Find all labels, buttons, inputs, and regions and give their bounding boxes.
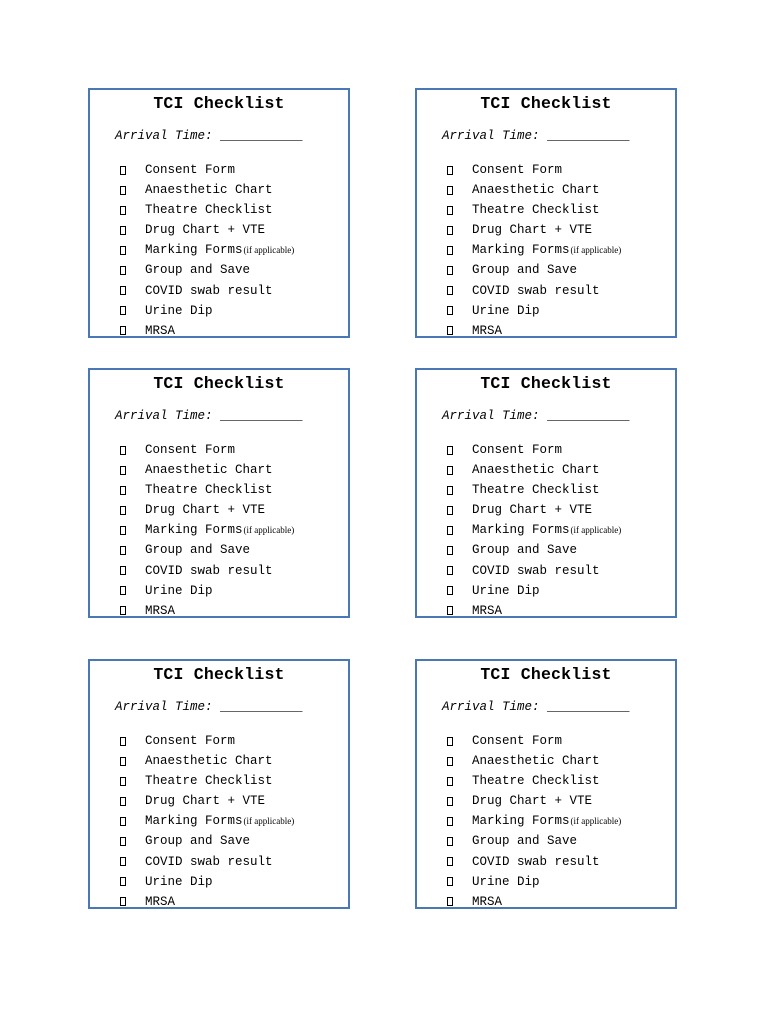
- checklist-item-label: COVID swab result: [145, 283, 273, 298]
- empty-checkbox-icon: [447, 877, 453, 886]
- checklist-item-label: MRSA: [145, 323, 176, 338]
- empty-checkbox-icon: [120, 797, 126, 806]
- checklist-item-note: (if applicable): [570, 816, 622, 827]
- empty-checkbox-icon: [120, 506, 126, 515]
- checklist-item: [447, 751, 621, 771]
- checklist-item: [120, 791, 294, 811]
- checklist-item: [447, 200, 621, 220]
- checklist-item-label: Anaesthetic Chart: [472, 754, 600, 769]
- tci-checklist-card: [415, 368, 677, 618]
- checklist-item-label: MRSA: [145, 894, 176, 909]
- empty-checkbox-icon: [447, 777, 453, 786]
- checklist-item: [120, 440, 294, 460]
- arrival-time-blank: ___________: [547, 129, 630, 143]
- checklist-item-label: Theatre Checklist: [472, 203, 600, 218]
- checklist-item: [120, 281, 294, 301]
- checklist-items: [447, 160, 621, 341]
- checklist-item: [120, 500, 294, 520]
- checklist-item: [447, 301, 621, 321]
- checklist-item-label: Theatre Checklist: [472, 483, 600, 498]
- checklist-item: [447, 220, 621, 240]
- checklist-item-label: Marking Forms: [145, 814, 243, 829]
- empty-checkbox-icon: [447, 266, 453, 275]
- checklist-item: [120, 581, 294, 601]
- empty-checkbox-icon: [120, 266, 126, 275]
- checklist-item: [120, 301, 294, 321]
- empty-checkbox-icon: [120, 226, 126, 235]
- empty-checkbox-icon: [447, 326, 453, 335]
- checklist-item: [447, 791, 621, 811]
- checklist-item-label: Consent Form: [472, 443, 563, 457]
- checklist-title: TCI Checklist: [480, 94, 612, 113]
- checklist-item: [447, 180, 621, 200]
- checklist-item-label: Anaesthetic Chart: [145, 754, 273, 769]
- checklist-item: [120, 480, 294, 500]
- checklist-item: [447, 321, 621, 341]
- checklist-item-note: (if applicable): [243, 816, 295, 827]
- checklist-item-label: Consent Form: [472, 163, 563, 177]
- checklist-item: [447, 480, 621, 500]
- checklist-item-label: Marking Forms: [472, 523, 570, 538]
- checklist-item: [447, 500, 621, 520]
- checklist-item-label: Drug Chart + VTE: [472, 503, 593, 518]
- checklist-item-label: COVID swab result: [145, 563, 273, 578]
- empty-checkbox-icon: [447, 837, 453, 846]
- checklist-items: [120, 440, 294, 621]
- checklist-item-label: Urine Dip: [145, 874, 213, 889]
- checklist-item-label: Anaesthetic Chart: [472, 183, 600, 198]
- arrival-time-blank: ___________: [547, 409, 630, 423]
- checklist-item-label: Consent Form: [145, 734, 236, 748]
- checklist-item-label: Group and Save: [472, 834, 578, 849]
- arrival-time-label: Arrival Time:: [442, 129, 540, 143]
- empty-checkbox-icon: [447, 486, 453, 495]
- checklist-items: [447, 731, 621, 912]
- checklist-item-label: Group and Save: [145, 543, 251, 558]
- empty-checkbox-icon: [120, 326, 126, 335]
- arrival-time-label: Arrival Time:: [442, 409, 540, 423]
- checklist-item-label: MRSA: [472, 894, 503, 909]
- checklist-item-label: Marking Forms: [145, 243, 243, 258]
- checklist-item-label: Group and Save: [145, 834, 251, 849]
- empty-checkbox-icon: [447, 526, 453, 535]
- empty-checkbox-icon: [120, 206, 126, 215]
- empty-checkbox-icon: [447, 466, 453, 475]
- checklist-item-label: Drug Chart + VTE: [472, 794, 593, 809]
- empty-checkbox-icon: [447, 166, 453, 175]
- checklist-item: [447, 811, 621, 831]
- tci-checklist-card: [88, 368, 350, 618]
- empty-checkbox-icon: [447, 897, 453, 906]
- arrival-time-field: [115, 700, 303, 714]
- checklist-item: [120, 852, 294, 872]
- checklist-item: [447, 281, 621, 301]
- checklist-item: [447, 440, 621, 460]
- arrival-time-field: [442, 409, 630, 423]
- checklist-item-label: Consent Form: [472, 734, 563, 748]
- arrival-time-field: [442, 700, 630, 714]
- checklist-item: [447, 581, 621, 601]
- empty-checkbox-icon: [447, 817, 453, 826]
- checklist-title: TCI Checklist: [480, 665, 612, 684]
- arrival-time-blank: ___________: [220, 409, 303, 423]
- checklist-item: [120, 200, 294, 220]
- checklist-item: [120, 561, 294, 581]
- checklist-item: [447, 601, 621, 621]
- checklist-item: [120, 240, 294, 260]
- empty-checkbox-icon: [447, 566, 453, 575]
- checklist-item-label: COVID swab result: [472, 854, 600, 869]
- empty-checkbox-icon: [120, 486, 126, 495]
- empty-checkbox-icon: [447, 606, 453, 615]
- checklist-title: TCI Checklist: [480, 374, 612, 393]
- checklist-item: [120, 751, 294, 771]
- checklist-item-label: Anaesthetic Chart: [472, 463, 600, 478]
- checklist-item-label: Urine Dip: [472, 303, 540, 318]
- checklist-item: [120, 892, 294, 912]
- checklist-item-label: MRSA: [472, 603, 503, 618]
- checklist-item-label: Theatre Checklist: [472, 774, 600, 789]
- checklist-item-label: MRSA: [145, 603, 176, 618]
- checklist-item: [120, 811, 294, 831]
- checklist-item-label: Urine Dip: [472, 583, 540, 598]
- arrival-time-field: [115, 129, 303, 143]
- checklist-item: [120, 601, 294, 621]
- checklist-item: [447, 260, 621, 280]
- empty-checkbox-icon: [447, 206, 453, 215]
- checklist-item-note: (if applicable): [570, 525, 622, 536]
- checklist-item-note: (if applicable): [243, 525, 295, 536]
- checklist-item-label: Anaesthetic Chart: [145, 183, 273, 198]
- checklist-item-label: Urine Dip: [472, 874, 540, 889]
- empty-checkbox-icon: [120, 546, 126, 555]
- empty-checkbox-icon: [447, 857, 453, 866]
- empty-checkbox-icon: [120, 757, 126, 766]
- checklist-item: [120, 831, 294, 851]
- checklist-item-label: Drug Chart + VTE: [145, 503, 266, 518]
- checklist-item-label: Consent Form: [145, 443, 236, 457]
- checklist-item-label: Consent Form: [145, 163, 236, 177]
- arrival-time-field: [115, 409, 303, 423]
- checklist-item-label: Drug Chart + VTE: [145, 223, 266, 238]
- empty-checkbox-icon: [120, 246, 126, 255]
- empty-checkbox-icon: [120, 877, 126, 886]
- checklist-item: [120, 540, 294, 560]
- checklist-items: [120, 160, 294, 341]
- empty-checkbox-icon: [447, 797, 453, 806]
- empty-checkbox-icon: [120, 526, 126, 535]
- arrival-time-field: [442, 129, 630, 143]
- checklist-item: [120, 520, 294, 540]
- empty-checkbox-icon: [120, 897, 126, 906]
- empty-checkbox-icon: [120, 777, 126, 786]
- checklist-item: [447, 460, 621, 480]
- checklist-item-label: Theatre Checklist: [145, 774, 273, 789]
- empty-checkbox-icon: [120, 446, 126, 455]
- empty-checkbox-icon: [120, 466, 126, 475]
- checklist-item-label: Theatre Checklist: [145, 203, 273, 218]
- arrival-time-label: Arrival Time:: [115, 409, 213, 423]
- checklist-item-label: Marking Forms: [145, 523, 243, 538]
- checklist-item-label: Group and Save: [145, 263, 251, 278]
- arrival-time-label: Arrival Time:: [115, 129, 213, 143]
- empty-checkbox-icon: [120, 857, 126, 866]
- empty-checkbox-icon: [120, 606, 126, 615]
- checklist-item: [120, 460, 294, 480]
- checklist-item-label: Group and Save: [472, 263, 578, 278]
- empty-checkbox-icon: [120, 166, 126, 175]
- tci-checklist-card: [88, 659, 350, 909]
- checklist-item: [447, 160, 621, 180]
- checklist-item: [120, 731, 294, 751]
- checklist-item-label: Anaesthetic Chart: [145, 463, 273, 478]
- checklist-item-label: Urine Dip: [145, 303, 213, 318]
- empty-checkbox-icon: [447, 737, 453, 746]
- checklist-title: TCI Checklist: [153, 665, 285, 684]
- checklist-item-label: COVID swab result: [472, 563, 600, 578]
- tci-checklist-card: [88, 88, 350, 338]
- empty-checkbox-icon: [120, 817, 126, 826]
- checklist-item: [120, 220, 294, 240]
- checklist-item-label: Drug Chart + VTE: [472, 223, 593, 238]
- empty-checkbox-icon: [120, 306, 126, 315]
- empty-checkbox-icon: [447, 546, 453, 555]
- checklist-item: [447, 852, 621, 872]
- tci-checklist-card: [415, 659, 677, 909]
- arrival-time-blank: ___________: [220, 129, 303, 143]
- empty-checkbox-icon: [447, 286, 453, 295]
- empty-checkbox-icon: [120, 586, 126, 595]
- empty-checkbox-icon: [120, 286, 126, 295]
- empty-checkbox-icon: [447, 306, 453, 315]
- checklist-item: [120, 321, 294, 341]
- checklist-item: [447, 892, 621, 912]
- checklist-item-label: Urine Dip: [145, 583, 213, 598]
- empty-checkbox-icon: [447, 446, 453, 455]
- tci-checklist-card: [415, 88, 677, 338]
- empty-checkbox-icon: [120, 737, 126, 746]
- checklist-item-label: COVID swab result: [472, 283, 600, 298]
- empty-checkbox-icon: [447, 186, 453, 195]
- checklist-item: [447, 831, 621, 851]
- arrival-time-blank: ___________: [220, 700, 303, 714]
- empty-checkbox-icon: [447, 757, 453, 766]
- checklist-title: TCI Checklist: [153, 374, 285, 393]
- checklist-item: [447, 731, 621, 751]
- checklist-item: [447, 561, 621, 581]
- checklist-item-note: (if applicable): [570, 245, 622, 256]
- empty-checkbox-icon: [120, 837, 126, 846]
- checklist-item-label: Theatre Checklist: [145, 483, 273, 498]
- checklist-title: TCI Checklist: [153, 94, 285, 113]
- checklist-items: [120, 731, 294, 912]
- arrival-time-label: Arrival Time:: [442, 700, 540, 714]
- checklist-item: [447, 520, 621, 540]
- checklist-item-label: MRSA: [472, 323, 503, 338]
- checklist-item-label: Marking Forms: [472, 243, 570, 258]
- checklist-item-label: COVID swab result: [145, 854, 273, 869]
- checklist-item: [120, 160, 294, 180]
- empty-checkbox-icon: [120, 566, 126, 575]
- checklist-item: [447, 771, 621, 791]
- empty-checkbox-icon: [447, 506, 453, 515]
- checklist-item-label: Marking Forms: [472, 814, 570, 829]
- checklist-item-label: Drug Chart + VTE: [145, 794, 266, 809]
- checklist-item-note: (if applicable): [243, 245, 295, 256]
- checklist-item: [447, 240, 621, 260]
- arrival-time-label: Arrival Time:: [115, 700, 213, 714]
- checklist-item: [447, 872, 621, 892]
- empty-checkbox-icon: [120, 186, 126, 195]
- empty-checkbox-icon: [447, 586, 453, 595]
- empty-checkbox-icon: [447, 226, 453, 235]
- empty-checkbox-icon: [447, 246, 453, 255]
- checklist-item: [120, 771, 294, 791]
- checklist-item: [120, 180, 294, 200]
- arrival-time-blank: ___________: [547, 700, 630, 714]
- checklist-item: [120, 872, 294, 892]
- checklist-item: [120, 260, 294, 280]
- checklist-item-label: Group and Save: [472, 543, 578, 558]
- checklist-item: [447, 540, 621, 560]
- checklist-items: [447, 440, 621, 621]
